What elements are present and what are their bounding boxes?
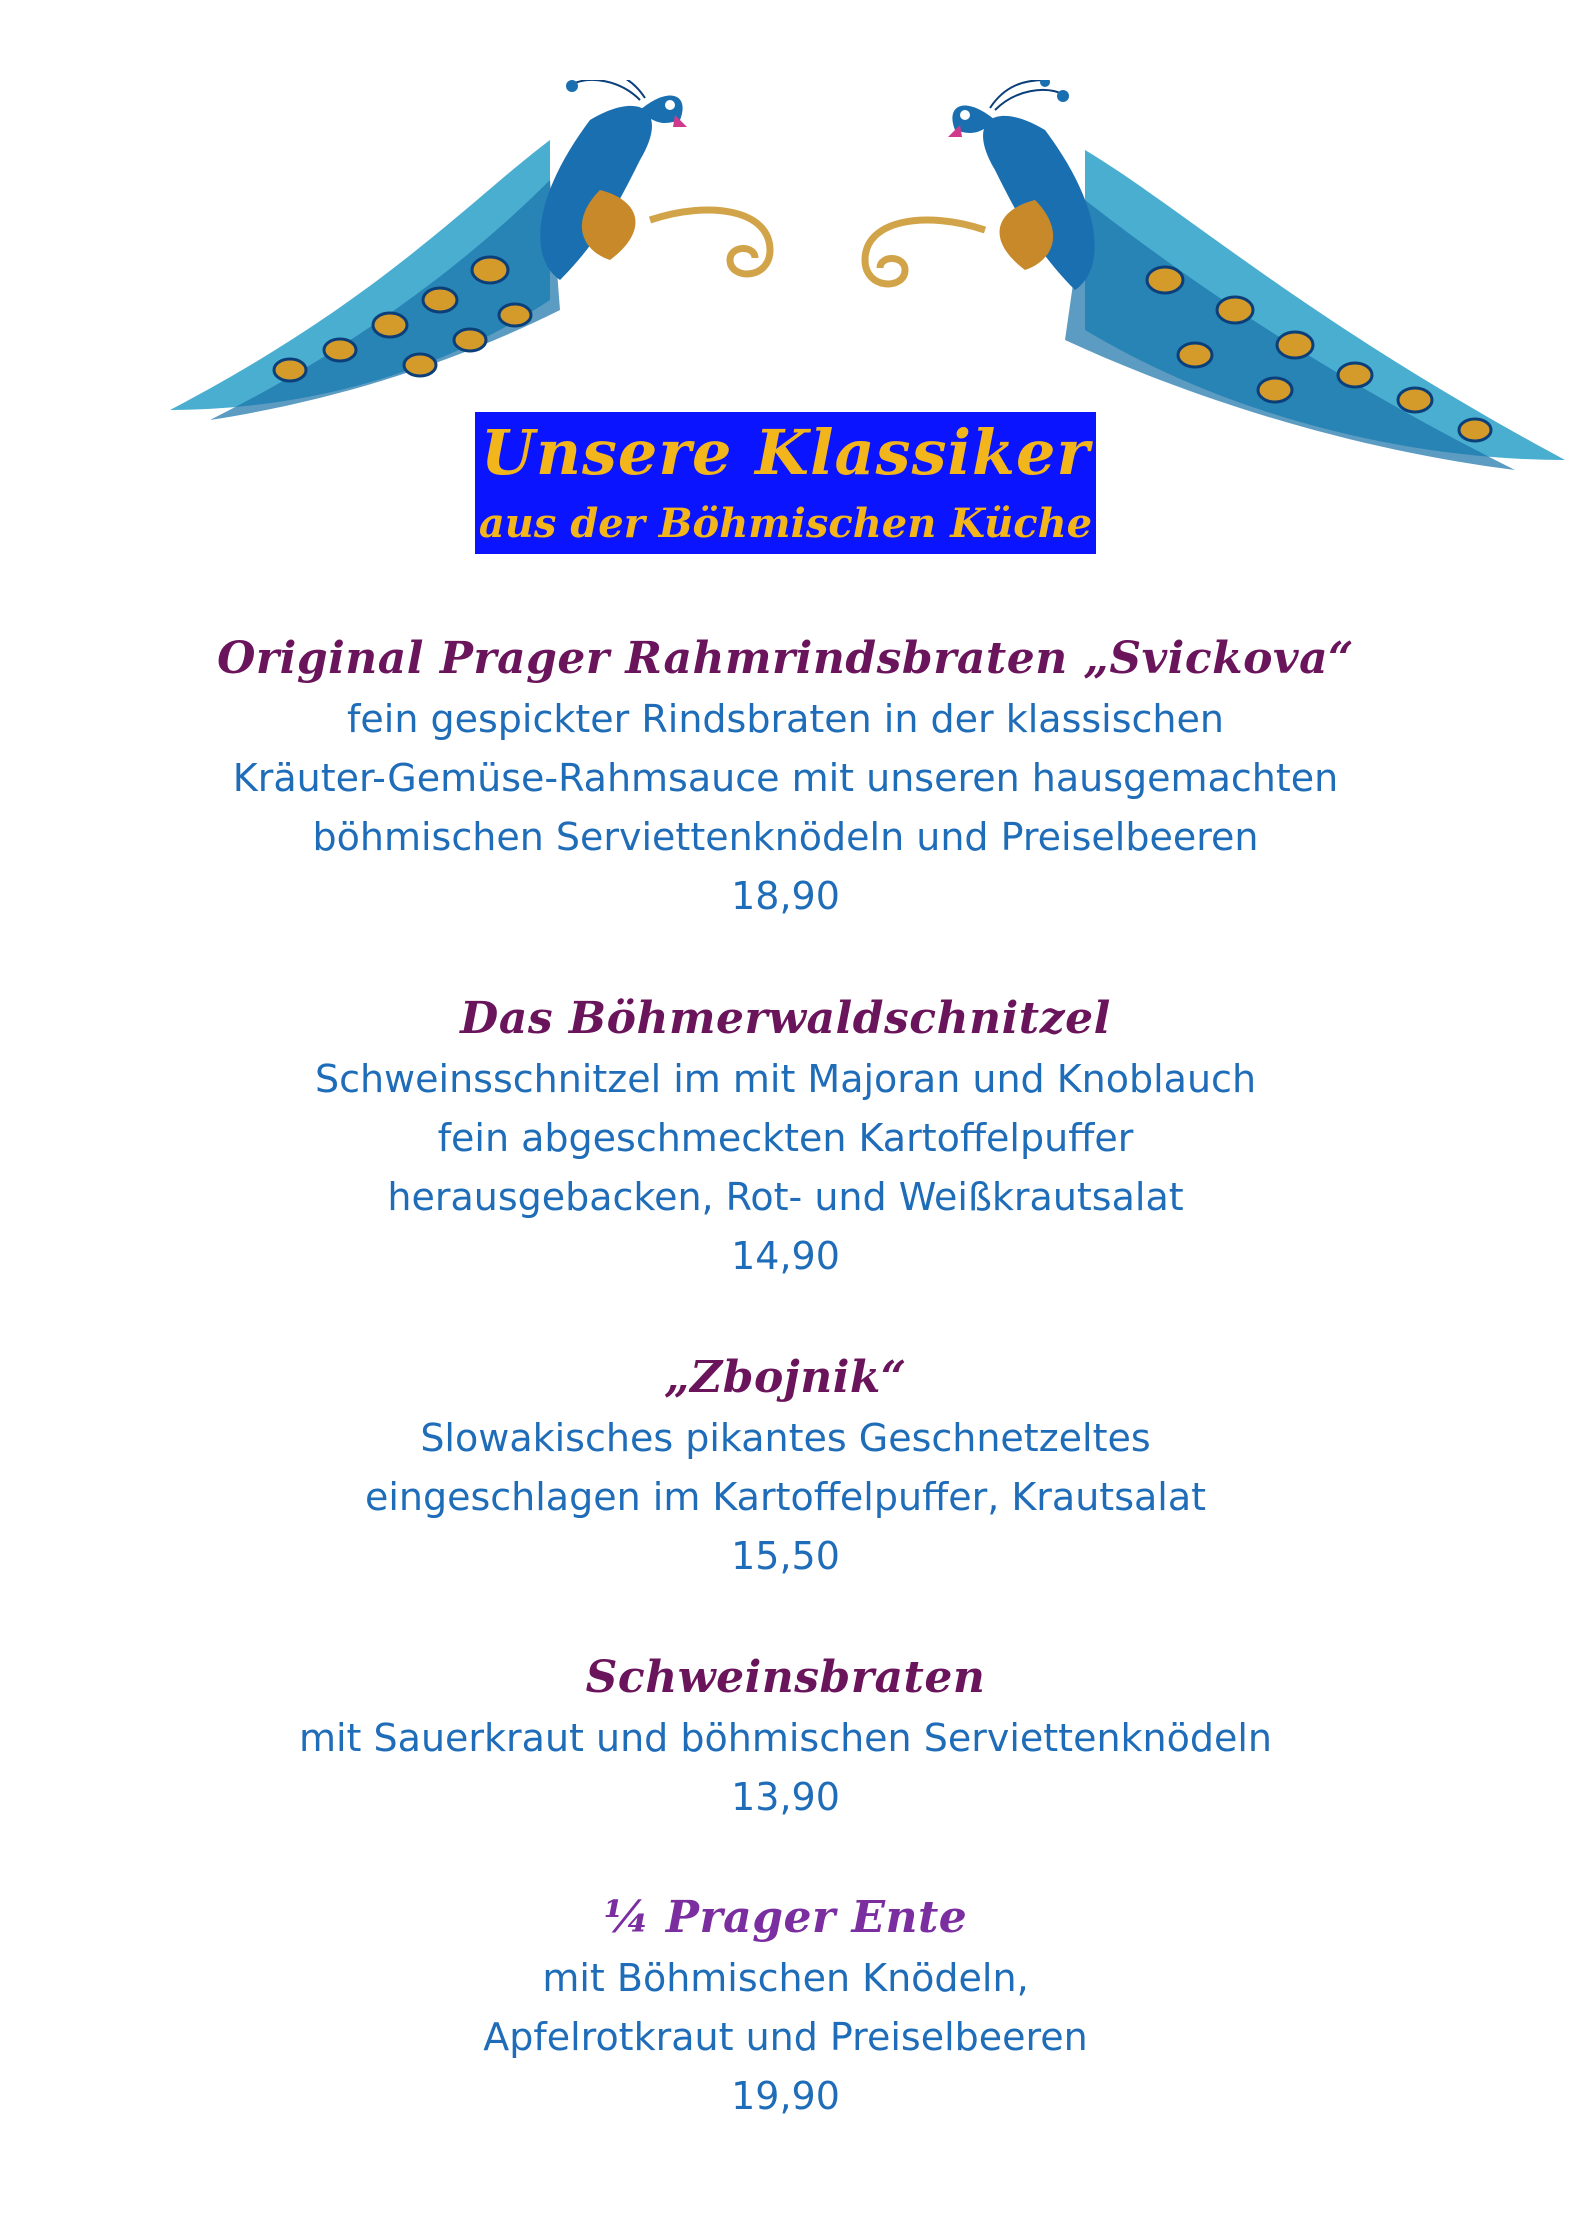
dish-description-line: eingeschlagen im Kartoffelpuffer, Krautsalat xyxy=(364,1475,1207,1519)
dish-description-line: fein abgeschmeckten Kartoffelpuffer xyxy=(437,1116,1134,1160)
dish-description-line: Apfelrotkraut und Preiselbeeren xyxy=(483,2015,1088,2059)
menu-subtitle: aus der Böhmischen Küche xyxy=(475,494,1096,554)
dish-price: 19,90 xyxy=(731,2074,840,2118)
dish-item-zbojnik xyxy=(0,1347,1571,1586)
menu-title-block xyxy=(0,412,1571,554)
dish-description-line: mit Böhmischen Knödeln, xyxy=(542,1956,1029,2000)
dish-price: 15,50 xyxy=(731,1534,840,1578)
dish-name: Schweinsbraten xyxy=(585,1652,986,1703)
dish-description-line: Schweinsschnitzel im mit Majoran und Knoblauch xyxy=(314,1057,1257,1101)
dish-description-line: mit Sauerkraut und böhmischen Serviettenknödeln xyxy=(298,1716,1273,1760)
dish-name: „Zbojnik“ xyxy=(664,1352,907,1403)
dish-description-line: Slowakisches pikantes Geschnetzeltes xyxy=(420,1416,1151,1460)
dish-item-svickova xyxy=(0,628,1571,926)
dish-price: 14,90 xyxy=(731,1234,840,1278)
dish-price: 13,90 xyxy=(731,1775,840,1819)
dish-description-line: fein gespickter Rindsbraten in der klassischen xyxy=(347,697,1224,741)
dish-price: 18,90 xyxy=(731,874,840,918)
dish-item-prager-ente xyxy=(0,1887,1571,2126)
dish-name: Original Prager Rahmrindsbraten „Svickova“ xyxy=(217,633,1354,684)
dish-description-line: herausgebacken, Rot- und Weißkrautsalat xyxy=(387,1175,1184,1219)
dish-name: ¼ Prager Ente xyxy=(603,1892,968,1943)
dish-item-boehmerwaldschnitzel xyxy=(0,988,1571,1286)
menu-title: Unsere Klassiker xyxy=(475,412,1096,494)
dish-name: Das Böhmerwaldschnitzel xyxy=(460,993,1111,1044)
dish-item-schweinsbraten xyxy=(0,1647,1571,1827)
peacock-left-illustration xyxy=(170,80,790,450)
dish-description-line: böhmischen Serviettenknödeln und Preiselbeeren xyxy=(312,815,1259,859)
dish-description-line: Kräuter-Gemüse-Rahmsauce mit unseren hausgemachten xyxy=(232,756,1339,800)
